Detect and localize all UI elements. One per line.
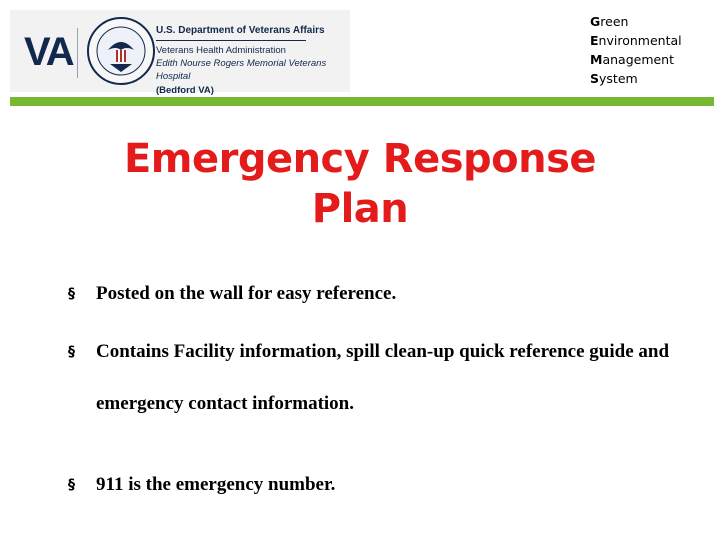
title-line-2: Plan [311, 186, 409, 232]
va-wordmark: VA [24, 30, 73, 74]
bullet-marker-icon: § [68, 344, 75, 360]
org-rule [156, 40, 306, 41]
hospital-location: (Bedford VA) [156, 85, 214, 96]
bullet-item [68, 326, 708, 430]
bullet-item [68, 278, 708, 310]
gems-line-management: Management [590, 52, 675, 67]
bullet-item [68, 459, 708, 511]
va-logo-banner [10, 10, 350, 96]
va-seal-icon [86, 16, 156, 86]
org-text-block [156, 24, 350, 99]
hospital-name: Edith Nourse Rogers Memorial Veterans Hospital [156, 58, 327, 82]
bullet-marker-icon: § [68, 286, 75, 302]
bullet-text: Contains Facility information, spill clean-up quick reference guide and emergency contact information. [96, 341, 670, 414]
gems-line-system: System [590, 71, 638, 86]
dept-name: U.S. Department of Veterans Affairs [156, 25, 325, 36]
bullet-list [68, 282, 708, 540]
header-divider-bar [10, 97, 714, 106]
bullet-text: 911 is the emergency number. [96, 474, 336, 495]
logo-divider [77, 28, 78, 78]
bullet-text: Posted on the wall for easy reference. [96, 283, 397, 304]
slide-title [0, 134, 720, 234]
admin-name: Veterans Health Administration [156, 45, 286, 56]
gems-acronym [590, 12, 682, 88]
gems-line-green: Green [590, 14, 629, 29]
title-line-1: Emergency Response [123, 136, 597, 182]
gems-line-environmental: Environmental [590, 33, 682, 48]
bullet-marker-icon: § [68, 477, 75, 493]
